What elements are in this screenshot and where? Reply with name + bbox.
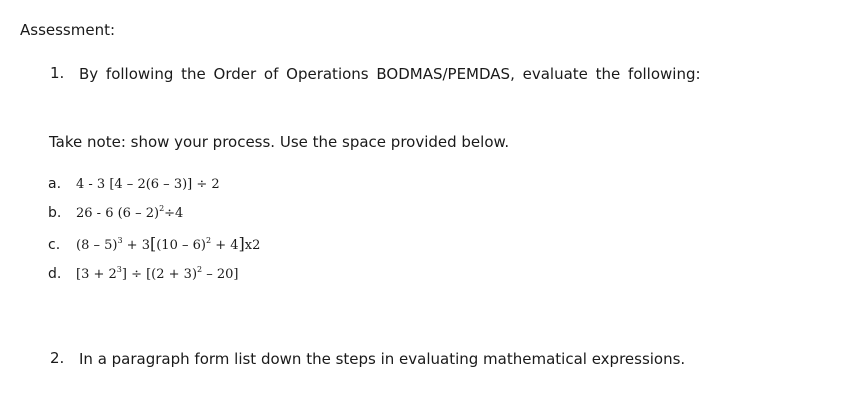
expr-part: + 3 xyxy=(122,238,150,253)
expression-d xyxy=(76,267,239,282)
item-label: d. xyxy=(48,266,62,282)
question-2-text: In a paragraph form list down the steps in evaluating mathematical expressions. xyxy=(79,350,686,368)
bracket-close: ] xyxy=(238,234,245,253)
expression-item-d xyxy=(48,266,239,282)
assessment-heading: Assessment: xyxy=(20,21,116,39)
expr-part: (10 – 6) xyxy=(156,238,206,253)
expr-part: ] ÷ [(2 + 3) xyxy=(121,267,198,282)
item-label: c. xyxy=(48,237,61,253)
expr-part: 26 - 6 (6 – 2) xyxy=(76,206,160,221)
expr-part: + 4 xyxy=(211,238,239,253)
expression-b xyxy=(76,206,183,221)
instruction-note: Take note: show your process. Use the space provided below. xyxy=(49,133,510,151)
expression-item-b xyxy=(48,205,183,221)
exponent: 2 xyxy=(159,204,165,213)
expression-item-a xyxy=(48,176,220,192)
expression-item-c xyxy=(48,234,260,253)
expr-part: – 20] xyxy=(202,267,239,282)
item-label: a. xyxy=(48,176,62,192)
exponent: 2 xyxy=(197,265,203,274)
question-1-number: 1. xyxy=(50,64,65,82)
expr-part: (8 – 5) xyxy=(76,238,118,253)
question-2-number: 2. xyxy=(50,349,65,367)
bracket-open: [ xyxy=(149,234,157,253)
exponent: 3 xyxy=(117,236,123,245)
expr-part: x2 xyxy=(244,238,261,253)
expr-part: [3 + 2 xyxy=(76,267,117,282)
exponent: 3 xyxy=(116,265,122,274)
item-label: b. xyxy=(48,205,62,221)
exponent: 2 xyxy=(205,236,212,245)
question-1-text: By following the Order of Operations BODMAS/PEMDAS, evaluate the following: xyxy=(79,65,701,83)
expr-part: ÷4 xyxy=(164,206,184,221)
expression-a: 4 - 3 [4 – 2(6 – 3)] ÷ 2 xyxy=(76,177,220,192)
expression-c xyxy=(76,234,261,253)
